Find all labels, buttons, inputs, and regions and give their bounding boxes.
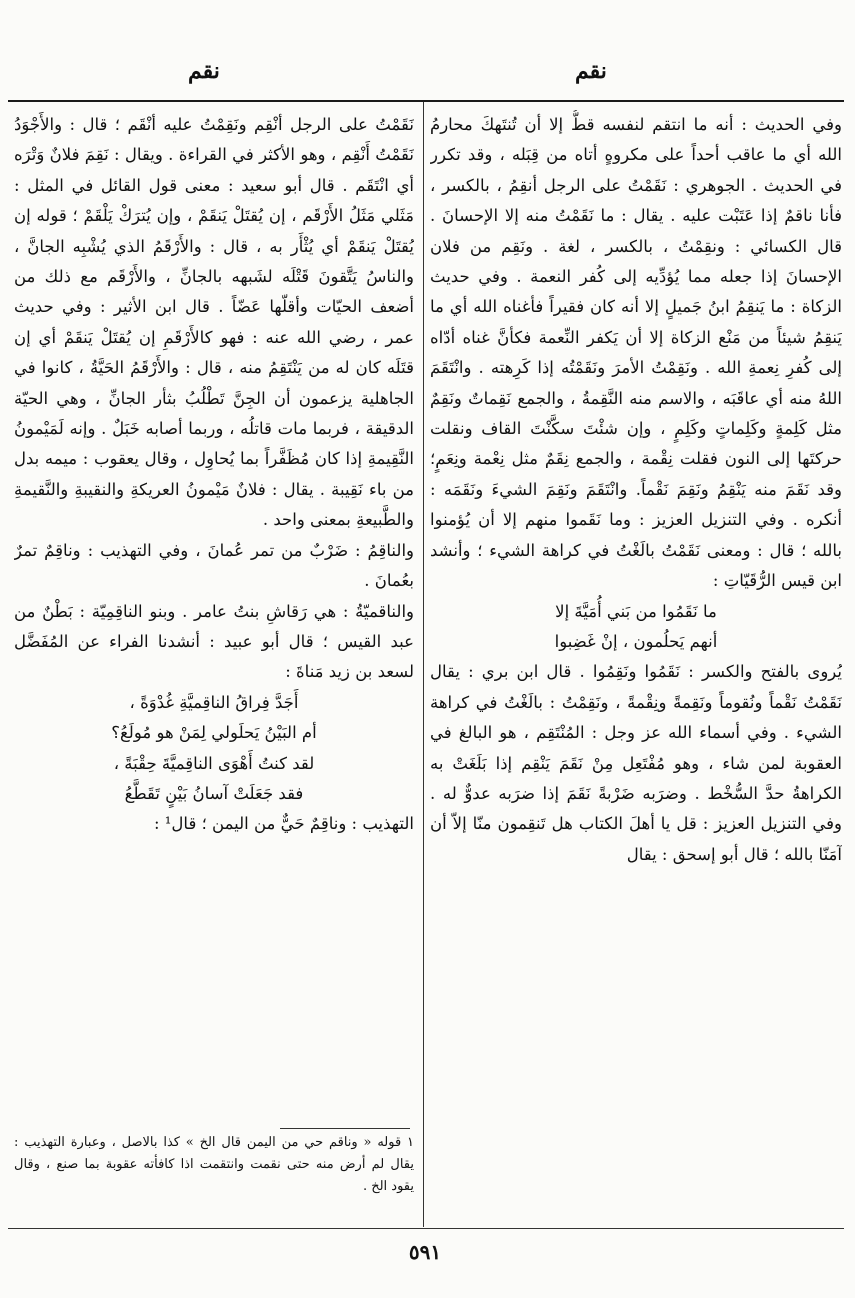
right-paragraph-1: وفي الحديث : أنه ما انتقم لنفسه قطُّ إلا أن تُنتَهكَ محارمُ الله أي ما عاقب أحداً على مكروهٍ أتاه من قِبَله ، وقد تكرر في الحديث . الجوهري : نَقَمْتُ على الرجل أنقِمُ ، بالكسر ، فأنا ناقمٌ إذا عَتَبْت عليه . يقال : ما نَقَمْتُ منه إلا الإحسانَ . قال الكسائي : ونقِمْتُ ، بالكسر ، لغة . ونَقِم من فلان الإحسانَ إذا جعله مما يُؤدِّيه إلى كُفر النعمة . وفي حديث الزكاة : ما يَنقِمُ ابنُ جَميلٍ إلا أنه كان فقيراً فأغناه الله أي ما يَنقِمُ شيئاً من مَنْع الزكاة إلا أن يَكفر النِّعمة فكأنَّ غناه أدّاه إلى كُفرِ نِعمةِ الله . ونَقِمْتُ الأمرَ ونَقَمْتُه إذا كَرِهته . وانْتَقَمَ اللهُ منه أي عاقَبَه ، والاسم منه النَّقِمةُ ، والجمع نَقِماتٌ ونَقِمٌ مثل كَلِمةٍ وكَلِماتٍ وكَلِمٍ ، وإن شئْتَ سكَّنْتَ القاف ونقلت حركتَها إلى النون فقلت نِقْمة ، والجمع نِقَمٌ مثل نِعْمة ونِعَمٍ؛ وقد نَقَمَ منه يَنْقِمُ ونَقِمَ نَقْماً. وانْتَقَمَ ونَقِمَ الشيءَ ونَقَمَه : أنكره . وفي التنزيل العزيز : وما نَقَموا منهم إلا أن يُؤمنوا بالله ؛ قال : ومعنى نَقَمْتُ بالَغْتُ في كراهة الشيء ؛ وأنشد ابن قيس الرُّقَيّاتِ :: [430, 115, 842, 591]
left-column: [14, 110, 414, 1120]
left-verse-1-line-1: أَجَدَّ فِراقُ الناقِميَّةِ غُدْوَةً ،: [129, 692, 299, 712]
left-paragraph-2: والناقِمُ : ضَرْبٌ من تمر عُمانَ ، وفي التهذيب : وناقِمٌ تمرٌ بعُمانَ .: [14, 540, 414, 591]
column-divider: [423, 102, 424, 1227]
right-column-header: نقم: [575, 58, 607, 84]
left-paragraph-1: نَقَمْتُ على الرجل أنْقِم ونَقِمْتُ عليه أنْقَم ؛ قال : والأَجْوَدُ نَقَمْتُ أَنْقِم ، وهو الأكثر في القراءة . ويقال : نَقِمَ فلانٌ وَتْرَه أي انْتَقَم . قال أبو سعيد : معنى قول القائل في المثل : مَثَلي مَثَلُ الأَرْقَم ، إن يُقتَلْ يَنقَمْ ، وإن يُترَكْ يَلْقَمْ ؛ قوله إن يُقتَلْ يَنقَمْ أي يُثْأَر به ، قال : والأَرْقَمُ الذي يُشْبِه الجانَّ ، والناسُ يَتَّقونَ قَتْلَه لشَبهه بالجانِّ ، والأَرْقَم مع ذلك من أضعف الحيّات وأقلّها عَضّاً . قال ابن الأثير : وفي حديث عمر ، رضي الله عنه : فهو كالأَرْقَمِ إن يُقتَلْ يَنقَمْ أي إن قتَلَه كان له من يَنْتَقِمُ منه ، قال : والأَرْقَمُ الحَيَّةُ ، كانوا في الجاهلية يزعمون أن الجِنَّ تَطْلُبُ بثأر الجانِّ ، وهي الحيّة الدقيقة ، فربما مات قاتلُه ، وربما أصابه خَبَلٌ . وإنه لَمَيْمونُ النَّقِيمةِ إذا كان مُظَفَّراً بما يُحاوِل ، وقال يعقوب : ميمه بدل من باء نَقِيبة . يقال : فلانٌ مَيْمونُ العريكةِ والنقيبةِ والنَّقيمةِ والطَّبيعةِ بمعنى واحد .: [14, 115, 414, 530]
right-verse-line-2: أنهم يَحلُمون ، إنْ غَضِبوا: [554, 631, 718, 651]
right-column: [430, 110, 842, 1225]
footnote: ١ قوله « وناقم حي من اليمن قال الخ » كذا بالاصل ، وعبارة التهذيب : يقال لم أرض منه حتى نقمت وانتقمت اذا كافأته عقوبة بما صنع ، وقال يقود الخ .: [14, 1135, 414, 1194]
left-verse-2-line-2: فقد جَعَلَتْ آسانُ بَيْنٍ تَقَطَّعُ: [124, 783, 304, 803]
left-verse-1-line-2: أم البَيْنُ يَحلَولي لِمَنْ هو مُولَعُ؟: [111, 723, 317, 743]
left-column-header: نقم: [188, 58, 220, 84]
top-rule: [8, 100, 844, 102]
page-number: ٥٩١: [408, 1240, 442, 1264]
left-verse-2-line-1: لقد كنتُ أَهْوَى الناقِميَّةَ حِقْبَةً ،: [113, 753, 315, 773]
left-paragraph-3: والناقميّةُ : هي رَقاشِ بنتُ عامر . وبنو الناقِمِيّة : بَطْنٌ من عبد القيس ؛ قال أبو عبيد : أنشدنا الفراء عن المُفَضَّل لسعد بن زيد مَناةَ :: [14, 601, 414, 682]
left-paragraph-4: التهذيب : وناقِمٌ حَيٌّ من اليمن ؛ قال¹ :: [153, 814, 414, 834]
footnote-rule: [280, 1128, 410, 1129]
bottom-rule: [8, 1228, 844, 1229]
right-verse-line-1: ما نَقَمُوا من بَني أُمَيَّةَ إلا: [555, 601, 717, 621]
right-paragraph-2: يُروى بالفتح والكسر : نَقَمُوا ونَقِمُوا . قال ابن بري : يقال نَقَمْتُ نَقْماً ونُقوماً ونَقِمةً ونِقْمةً ، ونَقِمْتُ : بالَغْتُ في كراهة الشيء . وفي أسماء الله عز وجل : المُنْتَقِم ، هو البالغ في العقوبة لمن شاء ، وهو مُفْتَعِل مِنْ نَقَمَ يَنْقِم إذا بَلَغَتْ به الكراهةُ حدَّ السُّخْط . وضرَبه ضَرْبةً نَقَمَ إذا ضرَبه عدوٌّ له . وفي التنزيل العزيز : قل يا أهلَ الكتاب هل تَنقِمون منّا إلاّ أن آمَنّا بالله ؛ قال أبو إسحق : يقال: [430, 662, 842, 864]
